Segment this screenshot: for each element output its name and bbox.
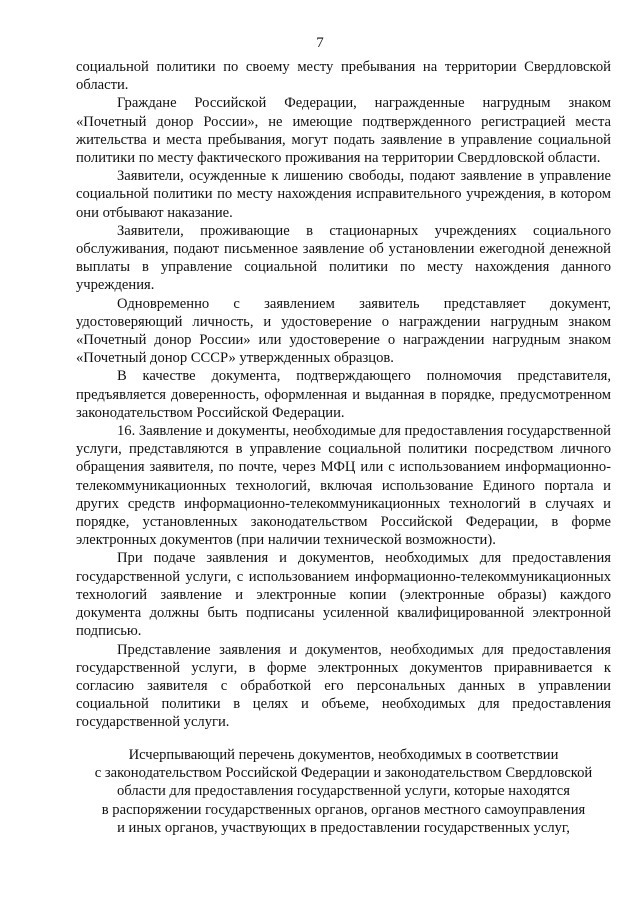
heading-line: в распоряжении государственных органов, органов местного самоуправления: [101, 801, 586, 818]
section-heading: [70, 746, 617, 837]
heading-line: с законодательством Российской Федерации и законодательством Свердловской: [94, 765, 593, 782]
paragraph-item-16: 16. Заявление и документы, необходимые для предоставления государственной услуги, представляются в управление социальной политики посредством личного обращения заявителя, по почте, через МФЦ или с использованием информационно-телекоммуникационных технологий, включая использование Единого портала и других средств информационно-телекоммуникационных технологий в случаях и порядке, установленных законодательством Российской Федерации, в форме электронных документов (при наличии технической возможности).: [76, 423, 611, 549]
paragraph-personal-data-consent: Представление заявления и документов, необходимых для предоставления государственной услуги, в форме электронных документов приравнивается к согласию заявителя с обработкой его персональных данных в управлении социальной политики в целях и объеме, необходимых для предоставления государственной услуги.: [76, 641, 611, 731]
paragraph-required-documents: Одновременно с заявлением заявитель представляет документ, удостоверяющий личность, и удостоверение о награждении нагрудным знаком «Почетный донор России» или удостоверение о награждении нагрудным знаком «Почетный донор СССР» утвержденных образцов.: [76, 295, 611, 367]
paragraph-donor-no-registration: Граждане Российской Федерации, награжденные нагрудным знаком «Почетный донор России», не имеющие подтвержденного регистрацией места жительства и места пребывания, могут подать заявление в управление социальной политики по месту фактического проживания на территории Свердловской области.: [76, 95, 611, 167]
paragraph-representative-authority: В качестве документа, подтверждающего полномочия представителя, предъявляется доверенность, оформленная и выданная в порядке, предусмотренном законодательством Российской Федерации.: [76, 368, 611, 421]
heading-line: области для предоставления государственной услуги, которые находятся: [117, 783, 570, 800]
document-body: [76, 58, 611, 732]
paragraph-electronic-signature: При подаче заявления и документов, необходимых для предоставления государственной услуги, с использованием информационно-телекоммуникационных технологий заявление и электронные копии (электронные образы) каждого документа должны быть подписаны усиленной квалифицированной электронной подписью.: [76, 550, 611, 640]
paragraph-convicted-applicants: Заявители, осужденные к лишению свободы, подают заявление в управление социальной политики по месту нахождения исправительного учреждения, в котором они отбывают наказание.: [76, 168, 611, 221]
heading-line: Исчерпывающий перечень документов, необходимых в соответствии: [128, 747, 559, 763]
paragraph-stationary-institutions: Заявители, проживающие в стационарных учреждениях социального обслуживания, подают письменное заявление об установлении ежегодной денежной выплаты в управление социальной политики по месту нахождения данного учреждения.: [76, 222, 611, 294]
page-number: 7: [316, 35, 324, 51]
paragraph-continuation: социальной политики по своему месту пребывания на территории Свердловской области.: [76, 59, 611, 94]
heading-line: и иных органов, участвующих в предоставлении государственных услуг,: [117, 819, 570, 836]
